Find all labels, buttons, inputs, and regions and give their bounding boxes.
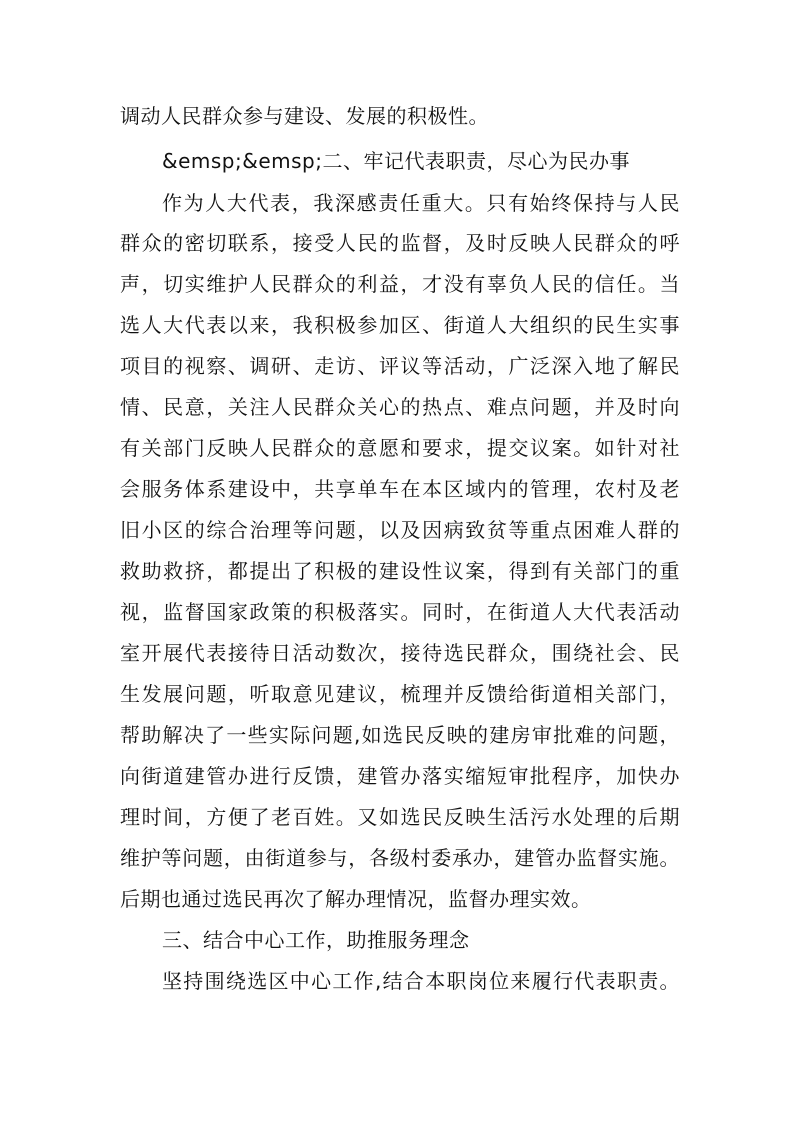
paragraph-line: 旧小区的综合治理等问题，以及因病致贫等重点困难人群的 bbox=[120, 518, 680, 542]
paragraph-line: 室开展代表接待日活动数次，接待选民群众，围绕社会、民 bbox=[120, 641, 680, 665]
paragraph-line: 后期也通过选民再次了解办理情况，监督办理实效。 bbox=[120, 887, 592, 911]
paragraph-line: 有关部门反映人民群众的意愿和要求，提交议案。如针对社 bbox=[120, 436, 680, 460]
paragraph-line: 情、民意，关注人民群众关心的热点、难点问题，并及时向 bbox=[120, 395, 680, 419]
paragraph-line: 会服务体系建设中，共享单车在本区域内的管理，农村及老 bbox=[120, 477, 680, 501]
paragraph-line: 选人大代表以来，我积极参加区、街道人大组织的民生实事 bbox=[120, 313, 680, 337]
paragraph-line: 作为人大代表，我深感责任重大。只有始终保持与人民 bbox=[162, 191, 680, 215]
paragraph-line: 调动人民群众参与建设、发展的积极性。 bbox=[120, 104, 489, 128]
section-heading-2: &emsp;&emsp;二、牢记代表职责，尽心为民办事 bbox=[162, 149, 630, 173]
paragraph-line: 声，切实维护人民群众的利益，才没有辜负人民的信任。当 bbox=[120, 272, 680, 296]
paragraph-line: 坚持围绕选区中心工作,结合本职岗位来履行代表职责。 bbox=[162, 969, 680, 993]
paragraph-line: 生发展问题，听取意见建议，梳理并反馈给街道相关部门， bbox=[120, 682, 680, 706]
paragraph-line: 理时间，方便了老百姓。又如选民反映生活污水处理的后期 bbox=[120, 805, 680, 829]
paragraph-line: 救助救挤，都提出了积极的建设性议案，得到有关部门的重 bbox=[120, 559, 680, 583]
paragraph-line: 帮助解决了一些实际问题,如选民反映的建房审批难的问题， bbox=[120, 723, 680, 747]
section-heading-3: 三、结合中心工作，助推服务理念 bbox=[162, 928, 470, 952]
paragraph-line: 群众的密切联系，接受人民的监督，及时反映人民群众的呼 bbox=[120, 231, 680, 255]
paragraph-line: 项目的视察、调研、走访、评议等活动，广泛深入地了解民 bbox=[120, 354, 680, 378]
paragraph-line: 维护等问题，由街道参与，各级村委承办，建管办监督实施。 bbox=[120, 846, 680, 870]
paragraph-line: 视，监督国家政策的积极落实。同时，在街道人大代表活动 bbox=[120, 600, 680, 624]
paragraph-line: 向街道建管办进行反馈，建管办落实缩短审批程序，加快办 bbox=[120, 764, 680, 788]
